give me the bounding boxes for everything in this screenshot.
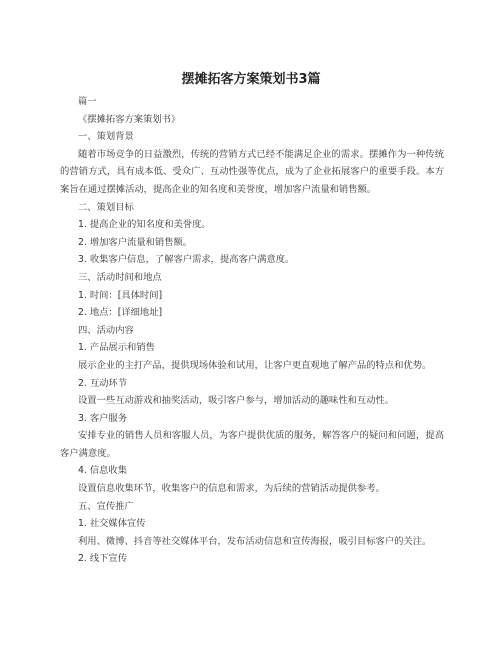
heading-promotion: 五、宣传推广 xyxy=(78,500,134,512)
paragraph-service: 安排专业的销售人员和客服人员，为客户提供优质的服务，解答客户的疑问和问题，提高客户满意度。 xyxy=(60,430,444,459)
subheading-interaction: 2. 互动环节 xyxy=(78,377,128,389)
paragraph-social: 利用、微博、抖音等社交媒体平台，发布活动信息和宣传海报，吸引目标客户的关注。 xyxy=(78,535,432,547)
paragraph-product: 展示企业的主打产品，提供现场体验和试用，让客户更直观地了解产品的特点和优势。 xyxy=(78,359,432,371)
section-label: 篇一 xyxy=(78,96,97,107)
subheading-product: 1. 产品展示和销售 xyxy=(78,342,155,354)
goal-item: 2. 增加客户流量和销售额。 xyxy=(78,236,193,248)
plan-subtitle: 《摆摊拓客方案策划书》 xyxy=(78,113,181,125)
document-title: 摆摊拓客方案策划书3篇 xyxy=(181,72,321,87)
paragraph-interaction: 设置一些互动游戏和抽奖活动，吸引客户参与，增加活动的趣味性和互动性。 xyxy=(78,395,395,407)
subheading-offline: 2. 线下宣传 xyxy=(78,553,128,565)
paragraph-background: 随着市场竞争的日益激烈，传统的营销方式已经不能满足企业的需求。摆摊作为一种传统的营销方式，具有成本低、受众广、互动性强等优点，成为了企业拓展客户的重要手段。本方案旨在通过摆摊活动，提高企业的知名度和美誉度，增加客户流量和销售额。 xyxy=(60,148,444,195)
heading-time-place: 三、活动时间和地点 xyxy=(78,271,162,283)
subheading-info: 4. 信息收集 xyxy=(78,465,128,477)
heading-goals: 二、策划目标 xyxy=(78,201,134,213)
heading-background: 一、策划背景 xyxy=(78,131,134,143)
document-body xyxy=(60,93,444,568)
place-item: 2. 地点：[详细地址] xyxy=(78,307,163,319)
heading-activity: 四、活动内容 xyxy=(78,324,134,336)
paragraph-info: 设置信息收集环节，收集客户的信息和需求，为后续的营销活动提供参考。 xyxy=(78,483,385,495)
subheading-social: 1. 社交媒体宣传 xyxy=(78,518,146,530)
goal-item: 3. 收集客户信息，了解客户需求，提高客户满意度。 xyxy=(78,254,295,266)
time-item: 1. 时间：[具体时间] xyxy=(78,289,163,301)
subheading-service: 3. 客户服务 xyxy=(78,412,128,424)
goal-item: 1. 提高企业的知名度和美誉度。 xyxy=(78,219,211,231)
